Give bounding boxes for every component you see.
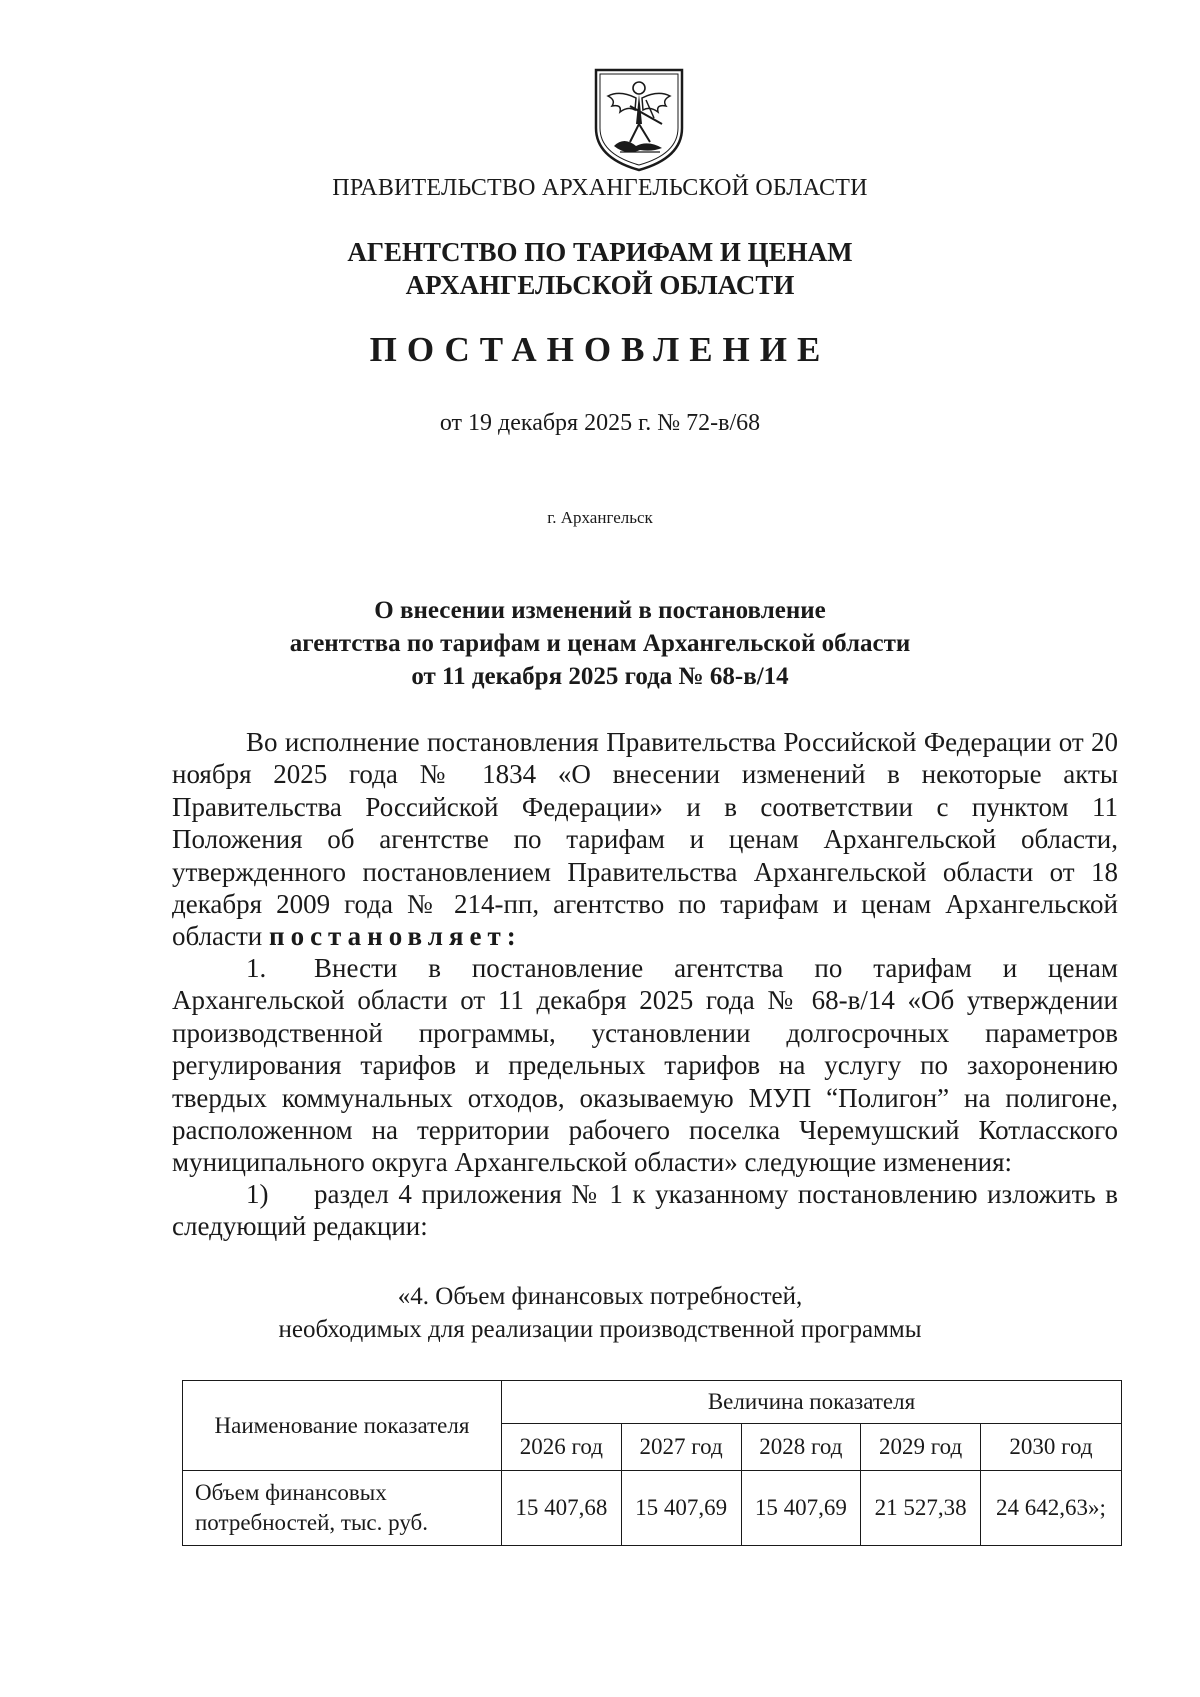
document-city: г. Архангельск bbox=[547, 508, 653, 527]
year-header: 2028 год bbox=[741, 1424, 861, 1471]
subitem-1-text: раздел 4 приложения № 1 к указанному постановлению изложить в следующий редакции: bbox=[172, 1179, 1118, 1242]
indicator-name-line1: Объем финансовых bbox=[195, 1480, 387, 1505]
preamble-paragraph bbox=[172, 726, 1118, 953]
financial-needs-table bbox=[182, 1380, 1122, 1546]
subitem-1-number: 1) bbox=[246, 1179, 269, 1209]
value-cell: 15 407,68 bbox=[502, 1471, 622, 1546]
document-type: ПОСТАНОВЛЕНИЕ bbox=[369, 330, 831, 369]
year-header: 2026 год bbox=[502, 1424, 622, 1471]
subject-line2: агентства по тарифам и ценам Архангельской области bbox=[289, 630, 911, 657]
indicator-value-header: Величина показателя bbox=[502, 1381, 1122, 1424]
table-header-row bbox=[183, 1381, 1122, 1424]
document-date-number: от 19 декабря 2025 г. № 72-в/68 bbox=[439, 410, 761, 436]
value-cell: 15 407,69 bbox=[741, 1471, 861, 1546]
agency-title bbox=[0, 236, 1200, 302]
year-header: 2030 год bbox=[981, 1424, 1122, 1471]
item-1-text: Внести в постановление агентства по тарифам и ценам Архангельской области от 11 декабря 2025 года № 68-в/14 «Об утверждении производственной программы, установлении долгосрочных параметров регулирования тарифов и предельных тарифов на услугу по захоронению твердых коммунальных отходов, оказываемую МУП “Полигон” на полигоне, расположенном на территории рабочего поселка Черемушский Котласского муниципального округа Архангельской области» следующие изменения: bbox=[172, 953, 1118, 1178]
agency-title-line1: АГЕНТСТВО ПО ТАРИФАМ И ЦЕНАМ bbox=[347, 237, 853, 267]
value-cell: 24 642,63»; bbox=[981, 1471, 1122, 1546]
item-1-number: 1. bbox=[246, 953, 267, 983]
value-cell: 21 527,38 bbox=[861, 1471, 981, 1546]
indicator-name-header: Наименование показателя bbox=[183, 1381, 502, 1471]
indicator-name-line2: потребностей, тыс. руб. bbox=[195, 1510, 428, 1535]
subject-line3: от 11 декабря 2025 года № 68-в/14 bbox=[411, 663, 789, 690]
subitem-1-paragraph bbox=[172, 1178, 1118, 1243]
item-1-paragraph bbox=[172, 952, 1118, 1179]
decree-word: постановляет: bbox=[269, 921, 522, 952]
section-title bbox=[0, 1280, 1200, 1346]
section-title-line2: необходимых для реализации производственной программы bbox=[278, 1316, 922, 1343]
year-header: 2027 год bbox=[621, 1424, 741, 1471]
government-title: ПРАВИТЕЛЬСТВО АРХАНГЕЛЬСКОЙ ОБЛАСТИ bbox=[332, 175, 868, 201]
archangel-coat-of-arms-icon bbox=[590, 66, 688, 174]
value-cell: 15 407,69 bbox=[621, 1471, 741, 1546]
year-header: 2029 год bbox=[861, 1424, 981, 1471]
section-title-line1: «4. Объем финансовых потребностей, bbox=[397, 1283, 803, 1310]
preamble-text: Во исполнение постановления Правительства Российской Федерации от 20 ноября 2025 года № 1834 «О внесении изменений в некоторые акты Правительства Российской Федерации» и в соответствии с пунктом 11 Положения об агентстве по тарифам и ценам Архангельской области, утвержденного постановлением Правительства Архангельской области от 18 декабря 2009 года № 214-пп, агентство по тарифам и ценам Архангельской области bbox=[172, 727, 1118, 952]
subject-line1: О внесении изменений в постановление bbox=[374, 597, 826, 624]
indicator-name-cell bbox=[183, 1471, 502, 1546]
agency-title-line2: АРХАНГЕЛЬСКОЙ ОБЛАСТИ bbox=[405, 270, 795, 300]
table-row bbox=[183, 1471, 1122, 1546]
document-subject bbox=[0, 594, 1200, 693]
